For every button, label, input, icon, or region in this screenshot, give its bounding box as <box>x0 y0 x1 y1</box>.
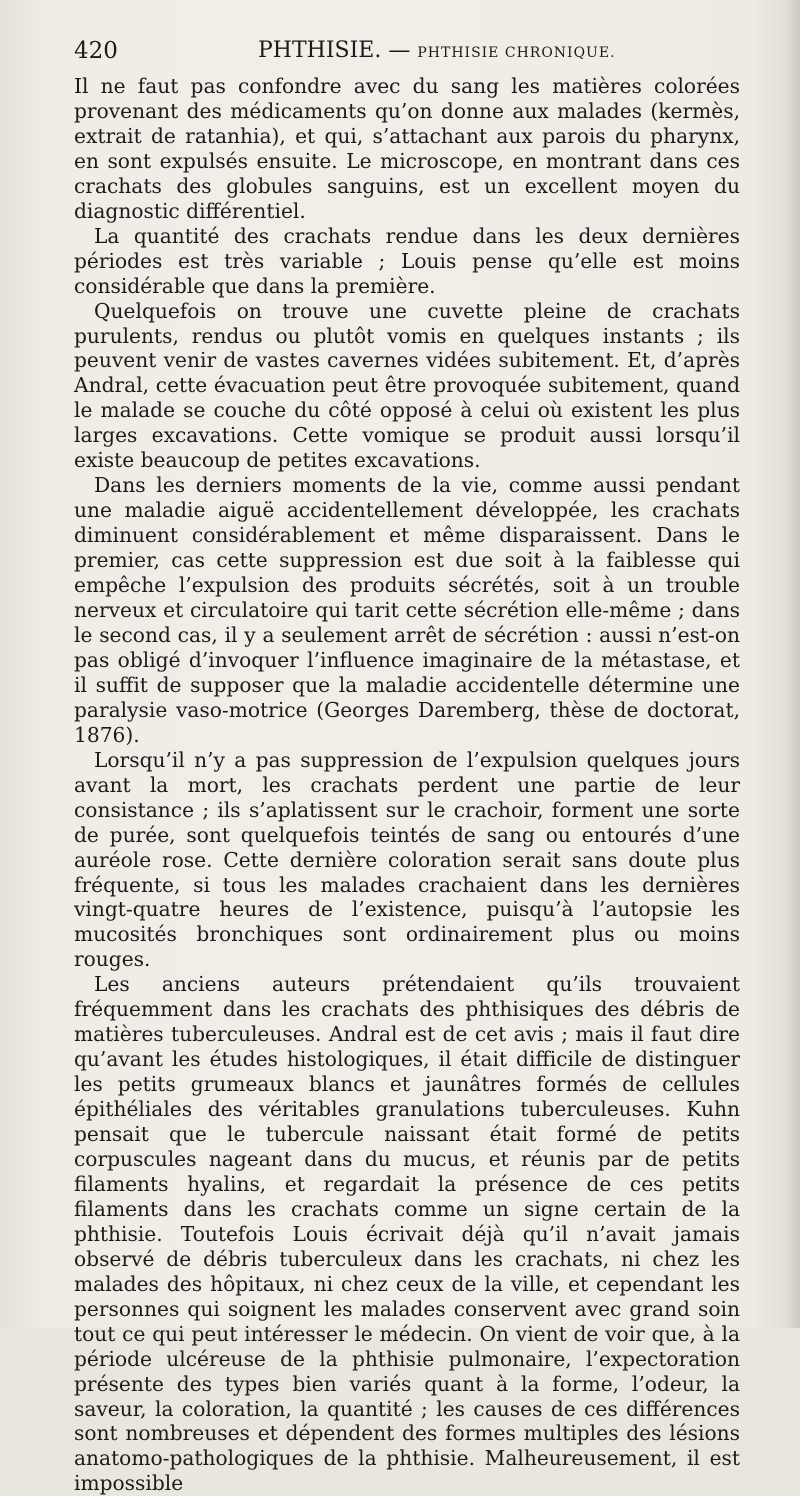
paragraph: Quelquefois on trouve une cuvette pleine de crachats purulents, rendus ou plutôt vomis en quelques instants ; ils peuvent venir de vastes cavernes vidées subitement. Et, d’après Andral, cette évacuation peut être provoquée subitement, quand le malade se couche du côté opposé à celui où existent les plus larges excavations. Cette vomique se produit aussi lorsqu’il existe beaucoup de petites excavations. <box>74 298 740 473</box>
page-edge-shadow <box>784 0 800 1328</box>
running-head-title: PHTHISIE. <box>258 38 382 63</box>
paragraph: Dans les derniers moments de la vie, comme aussi pendant une maladie aiguë accidentellement développée, les crachats diminuent considérablement et même disparaissent. Dans le premier, cas cette suppression est due soit à la faiblesse qui empêche l’expulsion des produits sécrétés, soit à un trouble nerveux et circulatoire qui tarit cette sécrétion elle-même ; dans le second cas, il y a seulement arrêt de sécrétion : aussi n’est-on pas obligé d’invoquer l’influence imaginaire de la métastase, et il suffit de supposer que la maladie accidentelle détermine une paralysie vaso-motrice (Georges Daremberg, thèse de doctorat, 1876). <box>74 473 740 747</box>
page-number: 420 <box>74 38 118 64</box>
running-head-separator: — <box>381 38 418 63</box>
body-text <box>74 74 740 1496</box>
running-head <box>258 36 616 68</box>
paragraph: Lorsqu’il n’y a pas suppression de l’expulsion quelques jours avant la mort, les crachats perdent une partie de leur consistance ; ils s’aplatissent sur le crachoir, forment une sorte de purée, sont quelquefois teintés de sang ou entourés d’une auréole rose. Cette dernière coloration serait sans doute plus fréquente, si tous les malades crachaient dans les dernières vingt-quatre heures de l’existence, puisqu’à l’autopsie les mucosités bronchiques sont ordinairement plus ou moins rouges. <box>74 747 740 972</box>
paragraph: Les anciens auteurs prétendaient qu’ils trouvaient fréquemment dans les crachats des phthisiques des débris de matières tuberculeuses. Andral est de cet avis ; mais il faut dire qu’avant les études histologiques, il était difficile de distinguer les petits grumeaux blancs et jaunâtres formés de cellules épithéliales des véritables granulations tuberculeuses. Kuhn pensait que le tubercule naissant était formé de petits corpuscules nageant dans du mucus, et réunis par de petits filaments hyalins, et regardait la présence de ces petits filaments dans les crachats comme un signe certain de la phthisie. Toutefois Louis écrivait déjà qu’il n’avait jamais observé de débris tuberculeux dans les crachats, ni chez les malades des hôpitaux, ni chez ceux de la ville, et cependant les personnes qui soignent les malades conservent avec grand soin tout ce qui peut intéresser le médecin. On vient de voir que, à la période ulcéreuse de la phthisie pulmonaire, l’expectoration présente des types bien variés quant à la forme, l’odeur, la saveur, la coloration, la quantité ; les causes de ces différences sont nombreuses et dépendent des formes multiples des lésions anatomo-pathologiques de la phthisie. Malheureusement, il est impossible <box>74 972 740 1496</box>
paragraph: Il ne faut pas confondre avec du sang les matières colorées provenant des médicaments qu’on donne aux malades (kermès, extrait de ratanhia), et qui, s’attachant aux parois du pharynx, en sont expulsés ensuite. Le microscope, en montrant dans ces crachats des globules sanguins, est un excellent moyen du diagnostic différentiel. <box>74 74 740 223</box>
paragraph: La quantité des crachats rendue dans les deux dernières périodes est très variable ; Louis pense qu’elle est moins considérable que dans la première. <box>74 223 740 298</box>
running-head-subtitle: PHTHISIE CHRONIQUE. <box>417 45 616 61</box>
running-header <box>74 36 739 66</box>
